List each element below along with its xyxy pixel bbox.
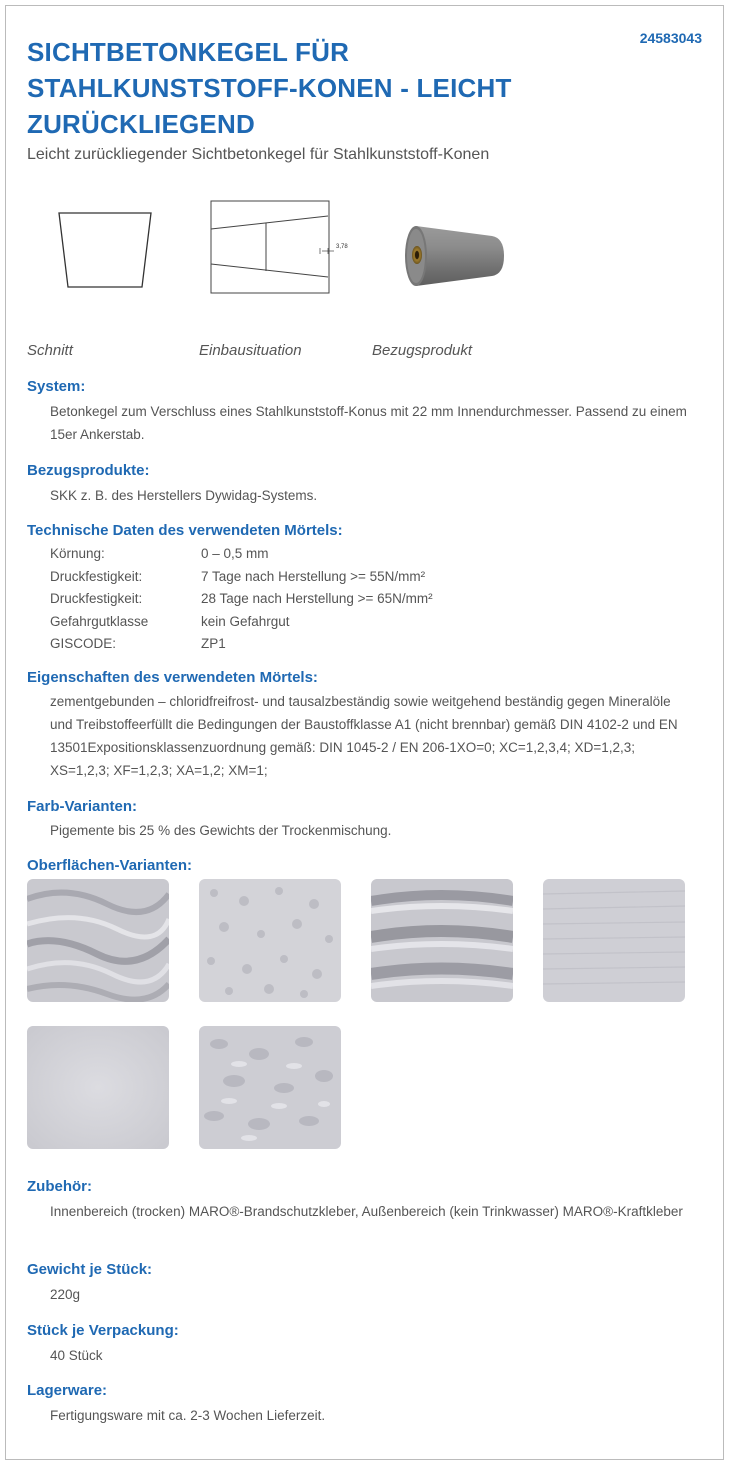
eigenschaften-text: zementgebunden – chloridfreifrost- und tausalzbeständig sowie weitgehend beständig gegen Mineralöle und Treibstoffeerfüllt die Bedingungen der Baustoffklasse A1 (nicht brennbar) gemäß DIN 4102-2 und EN 13501Expositionsklassenzuordnung gemäß: DIN 1045-2 / EN 206-1XO=0; XC=1,2,3,4; XD=1,2,3; XS=1,2,3; XF=1,2,3; XA=1,2; XM=1; bbox=[50, 694, 678, 778]
surface-swatch bbox=[199, 1026, 341, 1149]
surface-swatch bbox=[199, 879, 341, 1002]
table-row bbox=[50, 588, 433, 611]
eigenschaften-heading: Eigenschaften des verwendeten Mörtels: bbox=[27, 669, 318, 686]
surface-swatch bbox=[27, 1026, 169, 1149]
surface-swatch bbox=[543, 879, 685, 1002]
table-key: Druckfestigkeit: bbox=[50, 568, 143, 584]
dimension-label: 3,78 bbox=[336, 244, 348, 250]
stueck-text: 40 Stück bbox=[50, 1348, 103, 1363]
table-row bbox=[50, 611, 433, 634]
bezugsprodukte-heading: Bezugsprodukte: bbox=[27, 462, 150, 479]
page-subtitle: Leicht zurückliegender Sichtbetonkegel für Stahlkunststoff-Konen bbox=[27, 146, 490, 163]
zubehoer-text: Innenbereich (trocken) MARO®-Brandschutzkleber, Außenbereich (kein Trinkwasser) MARO®-Kraftkleber bbox=[50, 1204, 683, 1219]
einbausituation-caption: Einbausituation bbox=[199, 342, 302, 359]
table-row bbox=[50, 633, 433, 656]
table-key: GISCODE: bbox=[50, 636, 117, 651]
bezugsprodukte-text: SKK z. B. des Herstellers Dywidag-Systems. bbox=[50, 488, 318, 503]
table-row bbox=[50, 543, 433, 566]
schnitt-drawing bbox=[56, 211, 156, 296]
farb-varianten-heading: Farb-Varianten: bbox=[27, 798, 138, 815]
system-heading: System: bbox=[27, 378, 86, 395]
table-value: 0 – 0,5 mm bbox=[201, 546, 269, 561]
table-value: 7 Tage nach Herstellung >= 55N/mm² bbox=[201, 568, 426, 584]
table-value: ZP1 bbox=[201, 636, 226, 651]
surface-swatch bbox=[371, 879, 513, 1002]
bezugsprodukt-photo bbox=[400, 218, 510, 301]
farb-varianten-text: Pigemente bis 25 % des Gewichts der Trockenmischung. bbox=[50, 823, 392, 838]
stueck-heading: Stück je Verpackung: bbox=[27, 1322, 179, 1339]
technische-daten-table bbox=[50, 543, 433, 656]
technische-daten-heading: Technische Daten des verwendeten Mörtels: bbox=[27, 522, 343, 539]
lagerware-text: Fertigungsware mit ca. 2-3 Wochen Lieferzeit. bbox=[50, 1408, 326, 1423]
system-text: Betonkegel zum Verschluss eines Stahlkunststoff-Konus mit 22 mm Innendurchmesser. Passend zu einem 15er Ankerstab. bbox=[50, 404, 687, 442]
gewicht-text: 220g bbox=[50, 1287, 81, 1302]
zubehoer-heading: Zubehör: bbox=[27, 1178, 92, 1195]
table-key: Gefahrgutklasse bbox=[50, 613, 149, 629]
einbausituation-drawing bbox=[206, 199, 366, 304]
bezugsprodukt-caption: Bezugsprodukt bbox=[372, 342, 473, 359]
table-row bbox=[50, 566, 433, 589]
surface-swatch bbox=[27, 879, 169, 1002]
lagerware-heading: Lagerware: bbox=[27, 1382, 108, 1399]
table-key: Körnung: bbox=[50, 546, 105, 561]
table-value: 28 Tage nach Herstellung >= 65N/mm² bbox=[201, 591, 433, 606]
page-title: SICHTBETONKEGEL FÜR STAHLKUNSTSTOFF-KONEN - LEICHT ZURÜCKLIEGEND bbox=[27, 37, 512, 139]
schnitt-caption: Schnitt bbox=[27, 342, 73, 359]
product-sheet bbox=[5, 5, 724, 1460]
table-value: kein Gefahrgut bbox=[201, 613, 290, 629]
article-number: 24583043 bbox=[639, 30, 702, 46]
table-key: Druckfestigkeit: bbox=[50, 591, 143, 606]
oberflaechen-heading: Oberflächen-Varianten: bbox=[27, 857, 193, 874]
gewicht-heading: Gewicht je Stück: bbox=[27, 1261, 153, 1278]
